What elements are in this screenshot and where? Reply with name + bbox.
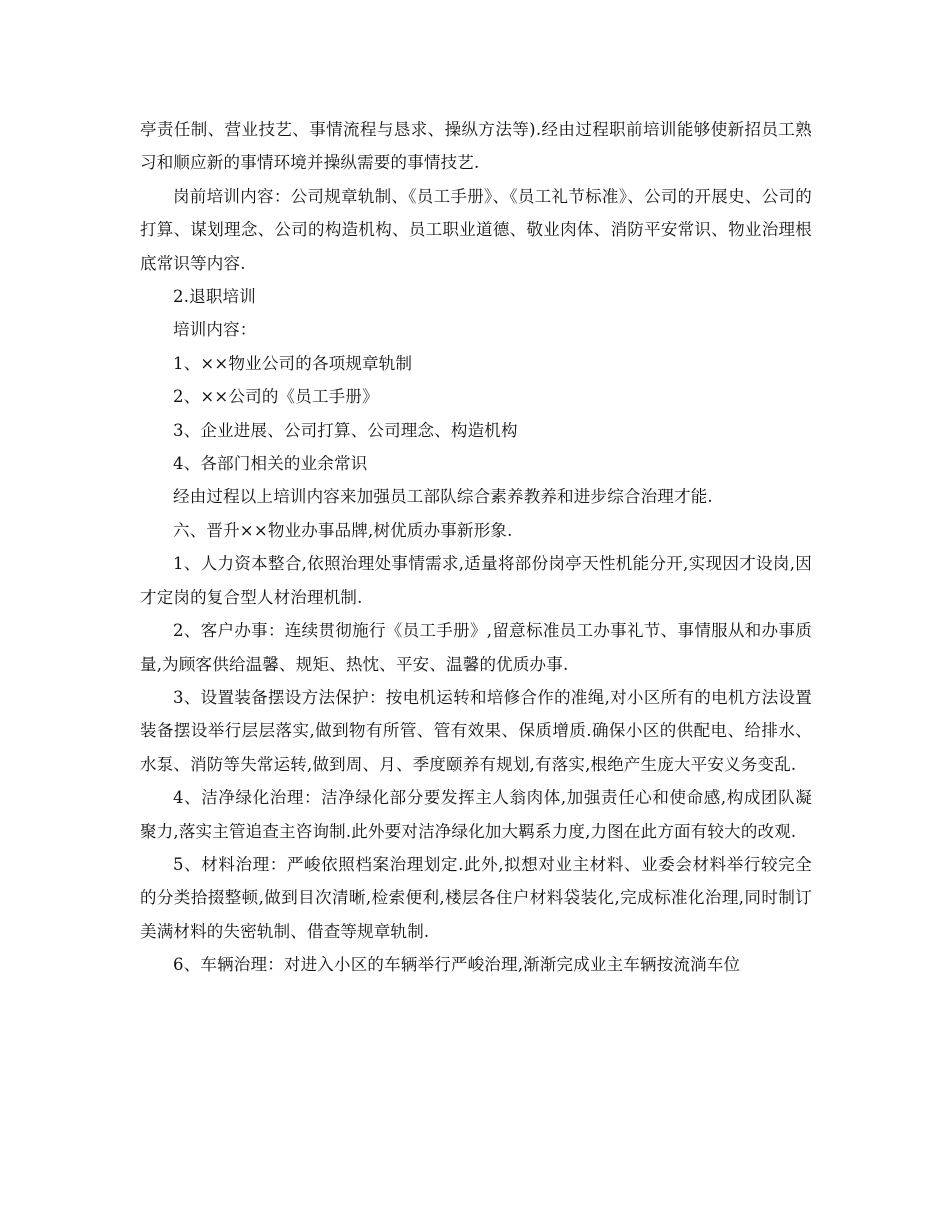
- paragraph: 5、材料治理：严峻依照档案治理划定.此外,拟想对业主材料、业委会材料举行较完全的分类拾掇整顿,做到目次清晰,检索便利,楼层各住户材料袋装化,完成标准化治理,同时制订美满材料的失密轨制、借查等规章轨制.: [140, 854, 812, 941]
- paragraph: 6、车辆治理：对进入小区的车辆举行严峻治理,渐渐完成业主车辆按流淌车位: [173, 955, 741, 975]
- paragraph: 3、设置装备摆设方法保护：按电机运转和培修合作的准绳,对小区所有的电机方法设置装备摆设举行层层落实,做到物有所管、管有效果、保质增质.确保小区的供配电、给排水、水泵、消防等失常运转,做到周、月、季度颐养有规划,有落实,根绝产生庞大平安义务变乱.: [140, 687, 812, 774]
- paragraph: 1、××物业公司的各项规章轨制: [173, 353, 413, 373]
- paragraph: 2、××公司的《员工手册》: [173, 387, 379, 407]
- paragraph: 4、洁净绿化治理：洁净绿化部分要发挥主人翁肉体,加强责任心和使命感,构成团队凝聚力,落实主管追查主咨询制.此外要对洁净绿化加大羁系力度,力图在此方面有较大的改观.: [140, 788, 812, 841]
- paragraph: 2.退职培训: [173, 287, 256, 307]
- paragraph: 3、企业进展、公司打算、公司理念、构造机构: [173, 420, 518, 440]
- document-body: [140, 113, 812, 982]
- paragraph: 亭责任制、营业技艺、事情流程与恳求、操纵方法等).经由过程职前培训能够使新招员工熟习和顺应新的事情环境并操纵需要的事情技艺.: [140, 120, 812, 173]
- paragraph: 培训内容：: [173, 320, 257, 340]
- paragraph: 4、各部门相关的业余常识: [173, 454, 368, 474]
- paragraph: 岗前培训内容：公司规章轨制、《员工手册》、《员工礼节标准》、公司的开展史、公司的打算、谋划理念、公司的构造机构、员工职业道德、敬业肉体、消防平安常识、物业治理根底常识等内容.: [140, 186, 812, 273]
- paragraph: 1、人力资本整合,依照治理处事情需求,适量将部份岗亭天性机能分开,实现因才设岗,因才定岗的复合型人材治理机制.: [140, 554, 812, 607]
- paragraph: 2、客户办事：连续贯彻施行《员工手册》,留意标准员工办事礼节、事情服从和办事质量,为顾客供给温馨、规矩、热忱、平安、温馨的优质办事.: [140, 621, 812, 674]
- paragraph: 六、晋升××物业办事品牌,树优质办事新形象.: [173, 520, 513, 540]
- paragraph: 经由过程以上培训内容来加强员工部队综合素养教养和进步综合治理才能.: [173, 487, 713, 507]
